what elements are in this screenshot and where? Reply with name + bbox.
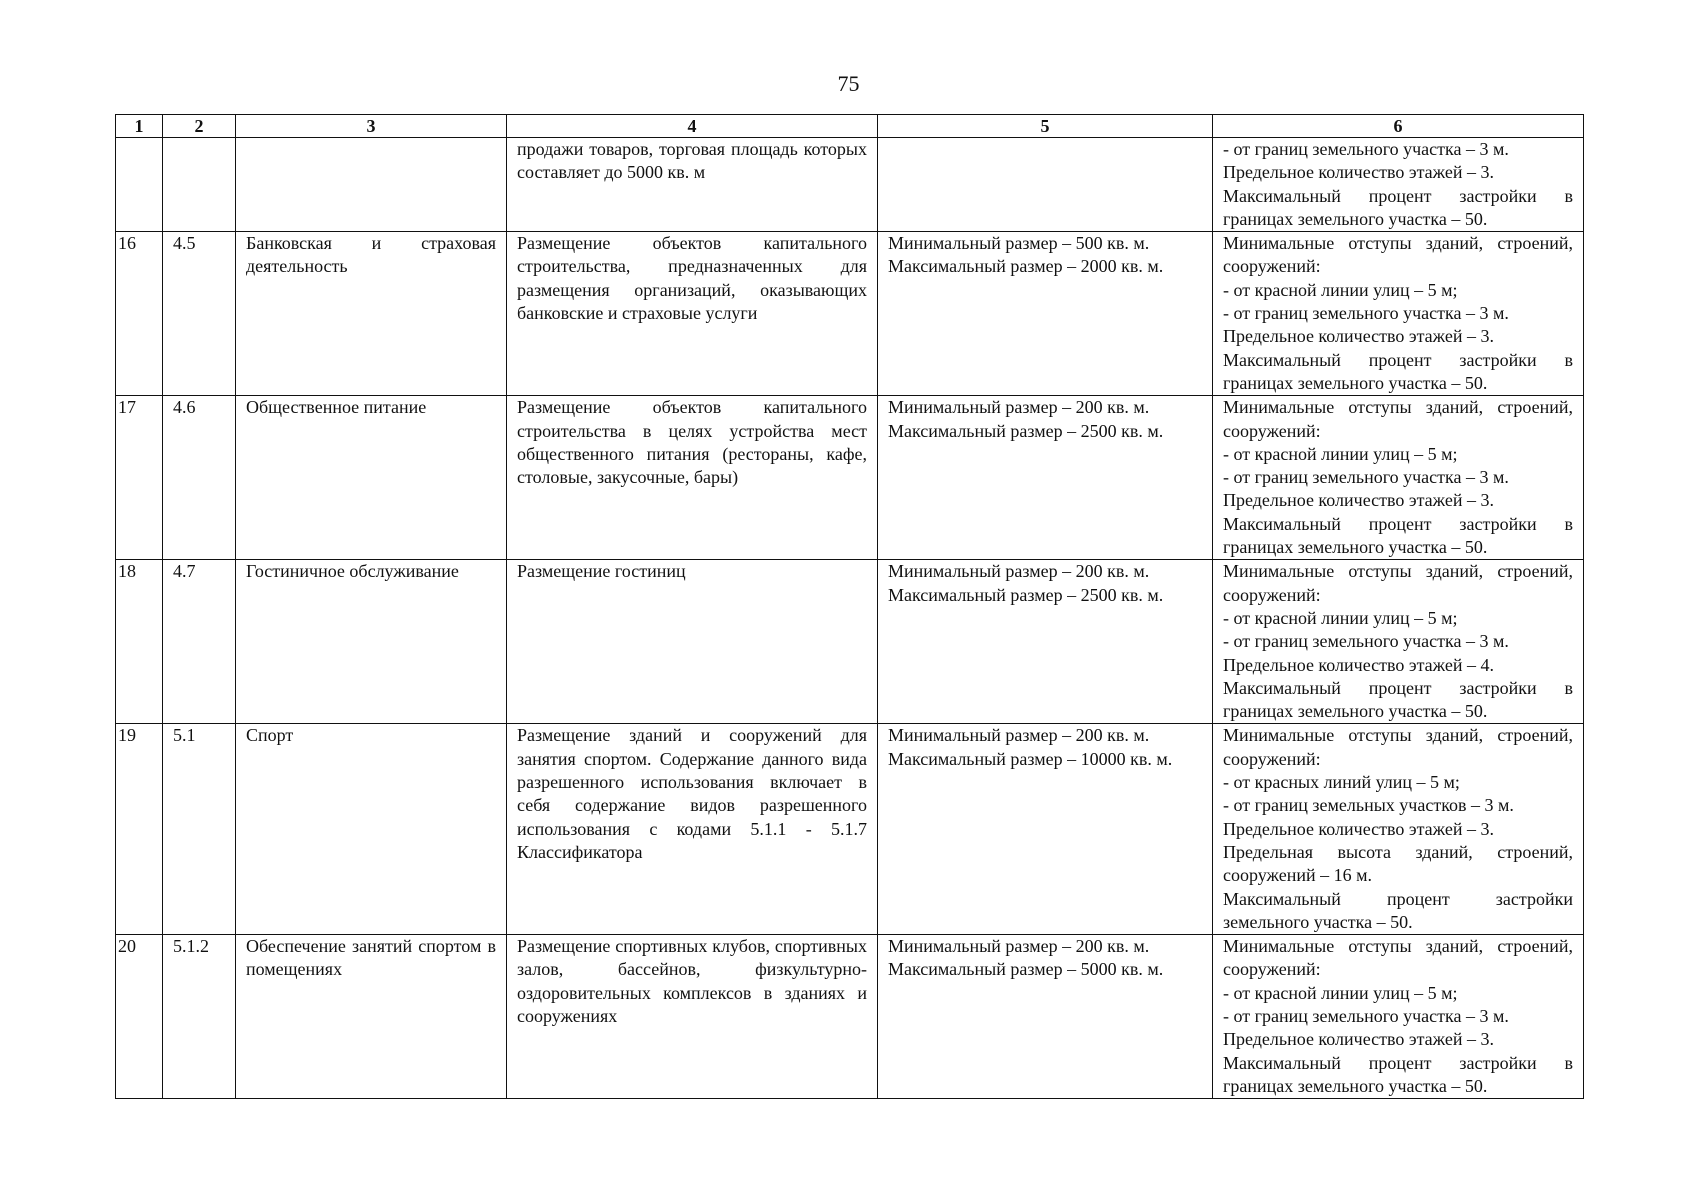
use-name-cell: Банковская и страховая деятельность: [236, 232, 507, 396]
column-header: 3: [236, 115, 507, 138]
parameter-line: Максимальный процент застройки в границах земельного участка – 50.: [1223, 185, 1573, 229]
column-header: 2: [163, 115, 236, 138]
plot-size-line: Минимальный размер – 500 кв. м.: [888, 233, 1150, 254]
parameters-cell: [1213, 396, 1584, 560]
use-name-cell: Спорт: [236, 724, 507, 935]
parameter-line: - от красной линии улиц – 5 м;: [1223, 279, 1458, 300]
plot-size-line: Максимальный размер – 2000 кв. м.: [888, 256, 1164, 277]
column-header: 4: [507, 115, 878, 138]
parameter-line: - от красной линии улиц – 5 м;: [1223, 607, 1458, 628]
row-number-cell: [116, 138, 163, 232]
table-body: [116, 138, 1584, 1099]
use-name-cell: Гостиничное обслуживание: [236, 560, 507, 724]
table-row: [116, 232, 1584, 396]
row-number-cell: 16: [116, 232, 163, 396]
parameters-cell: [1213, 724, 1584, 935]
plot-size-line: Минимальный размер – 200 кв. м.: [888, 397, 1150, 418]
table-header-row: [116, 115, 1584, 138]
use-name-cell: [236, 138, 507, 232]
parameters-cell: [1213, 560, 1584, 724]
plot-size-cell: [878, 724, 1213, 935]
plot-size-line: Максимальный размер – 2500 кв. м.: [888, 584, 1164, 605]
table-row: [116, 138, 1584, 232]
parameter-line: - от границ земельного участка – 3 м.: [1223, 139, 1509, 159]
table-row: [116, 935, 1584, 1099]
parameter-line: - от границ земельного участка – 3 м.: [1223, 631, 1509, 652]
plot-size-line: Максимальный размер – 2500 кв. м.: [888, 420, 1164, 441]
parameter-line: Предельная высота зданий, строений, сооружений – 16 м.: [1223, 841, 1573, 886]
plot-size-cell: [878, 232, 1213, 396]
row-number-cell: 20: [116, 935, 163, 1099]
land-use-table: [115, 114, 1584, 1099]
use-name-cell: Общественное питание: [236, 396, 507, 560]
parameter-line: Предельное количество этажей – 3.: [1223, 326, 1494, 347]
parameter-line: Максимальный процент застройки в границах земельного участка – 50.: [1223, 513, 1573, 558]
parameters-cell: [1213, 138, 1584, 232]
column-header: 1: [116, 115, 163, 138]
description-cell: Размещение зданий и сооружений для занятия спортом. Содержание данного вида разрешенного использования включает в себя содержание видов разрешенного использования с кодами 5.1.1 - 5.1.7 Классификатора: [507, 724, 878, 935]
parameters-cell: [1213, 935, 1584, 1099]
parameter-line: Предельное количество этажей – 3.: [1223, 490, 1494, 511]
row-number-cell: 19: [116, 724, 163, 935]
plot-size-line: Максимальный размер – 10000 кв. м.: [888, 748, 1173, 769]
table-row: [116, 396, 1584, 560]
parameter-line: Минимальные отступы зданий, строений, сооружений:: [1223, 397, 1573, 441]
parameter-line: - от красных линий улиц – 5 м;: [1223, 772, 1460, 793]
plot-size-cell: [878, 396, 1213, 560]
parameter-line: Максимальный процент застройки в границах земельного участка – 50.: [1223, 349, 1573, 393]
parameter-line: Минимальные отступы зданий, строений, сооружений:: [1223, 561, 1573, 605]
table-row: [116, 724, 1584, 935]
row-number-cell: 18: [116, 560, 163, 724]
row-number-cell: 17: [116, 396, 163, 560]
parameter-line: Максимальный процент застройки в границах земельного участка – 50.: [1223, 677, 1573, 722]
code-cell: [163, 138, 236, 232]
parameter-line: - от границ земельного участка – 3 м.: [1223, 467, 1509, 488]
description-cell: Размещение объектов капитального строительства в целях устройства мест общественного питания (рестораны, кафе, столовые, закусочные, бары): [507, 396, 878, 560]
plot-size-cell: [878, 138, 1213, 232]
parameter-line: - от красной линии улиц – 5 м;: [1223, 443, 1458, 464]
description-cell: Размещение гостиниц: [507, 560, 878, 724]
parameter-line: Предельное количество этажей – 3.: [1223, 1029, 1494, 1050]
code-cell: 4.7: [163, 560, 236, 724]
parameter-line: Максимальный процент застройки земельного участка – 50.: [1223, 888, 1573, 932]
parameter-line: Минимальные отступы зданий, строений, сооружений:: [1223, 725, 1573, 769]
plot-size-cell: [878, 935, 1213, 1099]
parameter-line: - от границ земельного участка – 3 м.: [1223, 303, 1509, 324]
parameter-line: Максимальный процент застройки в границах земельного участка – 50.: [1223, 1052, 1573, 1096]
column-header: 6: [1213, 115, 1584, 138]
description-cell: продажи товаров, торговая площадь которых составляет до 5000 кв. м: [507, 138, 878, 232]
plot-size-cell: [878, 560, 1213, 724]
parameter-line: - от границ земельного участка – 3 м.: [1223, 1005, 1509, 1026]
use-name-cell: Обеспечение занятий спортом в помещениях: [236, 935, 507, 1099]
page-number: 75: [837, 71, 860, 96]
parameter-line: - от красной линии улиц – 5 м;: [1223, 982, 1458, 1003]
code-cell: 5.1.2: [163, 935, 236, 1099]
plot-size-line: Максимальный размер – 5000 кв. м.: [888, 959, 1164, 980]
parameter-line: Минимальные отступы зданий, строений, сооружений:: [1223, 936, 1573, 980]
table-row: [116, 560, 1584, 724]
parameter-line: - от границ земельных участков – 3 м.: [1223, 795, 1514, 816]
code-cell: 5.1: [163, 724, 236, 935]
column-header: 5: [878, 115, 1213, 138]
code-cell: 4.5: [163, 232, 236, 396]
plot-size-line: Минимальный размер – 200 кв. м.: [888, 936, 1150, 957]
plot-size-line: Минимальный размер – 200 кв. м.: [888, 561, 1150, 582]
description-cell: Размещение объектов капитального строительства, предназначенных для размещения организаций, оказывающих банковские и страховые услуги: [507, 232, 878, 396]
code-cell: 4.6: [163, 396, 236, 560]
parameter-line: Предельное количество этажей – 4.: [1223, 654, 1494, 675]
parameters-cell: [1213, 232, 1584, 396]
parameter-line: Предельное количество этажей – 3.: [1223, 162, 1494, 183]
parameter-line: Минимальные отступы зданий, строений, сооружений:: [1223, 233, 1573, 277]
description-cell: Размещение спортивных клубов, спортивных залов, бассейнов, физкультурно-оздоровительных комплексов в зданиях и сооружениях: [507, 935, 878, 1099]
parameter-line: Предельное количество этажей – 3.: [1223, 818, 1494, 839]
plot-size-line: Минимальный размер – 200 кв. м.: [888, 725, 1150, 746]
